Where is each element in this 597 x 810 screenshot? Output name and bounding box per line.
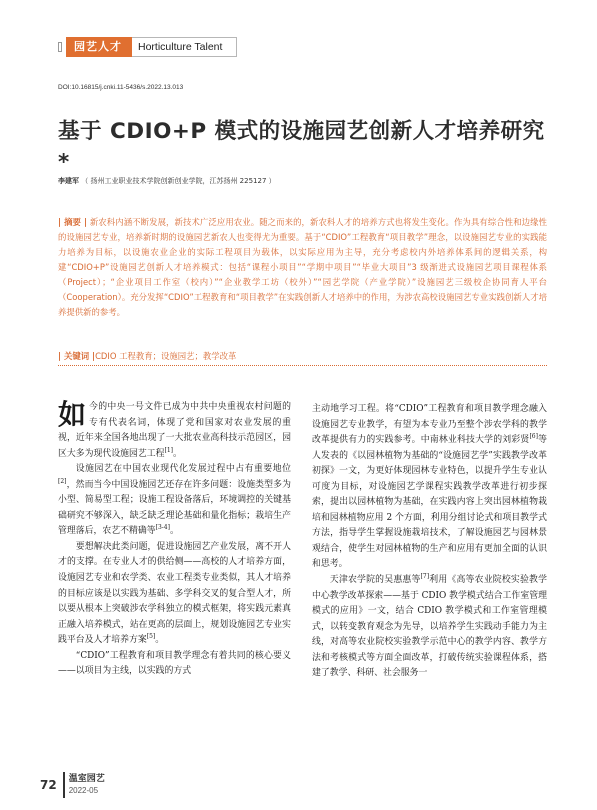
citation[interactable]: [7]	[420, 573, 430, 581]
column-header	[58, 37, 237, 57]
keywords-text: CDIO 工程教育；设施园艺；教学改革	[95, 351, 237, 361]
author-name: 李建军	[58, 177, 79, 185]
abstract	[58, 215, 547, 320]
paragraph: 如今的中央一号文件已成为中共中央重视农村问题的专有代表名词，体现了党和国家对农业发展的重视，近年来全国各地出现了一大批农业高科技示范园区，园区大多为现代设施园艺工程[1]。	[58, 398, 291, 459]
page-number: 72	[40, 778, 57, 792]
paragraph: 天津农学院的吴惠惠等[7]利用《高等农业院校实验教学中心教学改革探索——基于 CDIO 教学模式结合工作室管理模式的应用》一文，结合 CDIO 教学模式和工作室管理模式，以转变教育观念为先导，以培养学生实践动手能力为主线，对高等农业院校实验教学示范中心的教学内容、教学方法和考核模式等方面全面改革，打破传统实验课程体系，搭建了教学、科研、社会服务一	[312, 573, 548, 679]
footer-divider	[63, 772, 65, 798]
paragraph: 主动地学习工程。将“CDIO”工程教育和项目教学理念融入设施园艺专业教学，有望为本专业乃至整个涉农学科的教学改革提供有力的实践参考。中南林业科技大学的刘彩贤[6]等人发表的《以园林植物为基础的“设施园艺学”实践教学改革初探》一文，为更好体现园林专业特色，以提升学生专业认可度为目标，对设施园艺学课程实践教学改革进行初步探索，提出以园林植物为基础，在实践内容上突出园林植物栽培和园林植物应用 2 个方面，利用分组讨论式和项目教学式方法，指导学生掌握设施栽培技术，了解设施园艺与园林景观结合，使学生对园林植物的生产和应用有更加全面的认识和思考。	[312, 404, 547, 570]
author-line	[58, 176, 276, 186]
citation[interactable]: [5]	[146, 633, 156, 641]
column-tag: 园艺人才	[66, 37, 132, 57]
citation[interactable]: [1]	[164, 446, 173, 454]
citation[interactable]: [6]	[529, 433, 538, 441]
abstract-label: | 摘要 |	[58, 217, 88, 227]
doi: DOI:10.16815/j.cnki.11-5436/s.2022.13.013	[58, 84, 184, 91]
column-marker-icon	[58, 42, 62, 52]
keywords	[58, 350, 547, 366]
author-affiliation: （ 扬州工业职业技术学院创新创业学院，江苏扬州 225127 ）	[81, 177, 276, 185]
page-footer	[40, 768, 105, 802]
citation[interactable]: [3-4]	[155, 524, 170, 532]
abstract-text: 新农科内涵不断发展，新技术广泛应用农业。随之而来的，新农科人才的培养方式也将发生变化。作为具有综合性和边缘性的设施园艺专业，培养新时期的设施园艺新农人也变得尤为重要。基于“CDIO”工程教育“项目教学”理念，以设施园艺专业的实践能力培养为目标，以设施农业企业的实际工程项目为载体，以实际应用为主导，充分考虑校内外培养体系间的逻辑关系，构建“CDIO+P”设施园艺创新人才培养模式：包括“课程小项目”“学期中项目”“毕业大项目”3 级渐进式设施园艺项目课程体系（Project）；“企业项目工作室（校内）”“企业教学工坊（校外）”“园艺学院（产业学院）”设施园艺三级校企协同育人平台（Cooperation）。充分发挥“CDIO”工程教育和“项目教学”在实践创新人才培养中的作用，为涉农高校设施园艺专业实践创新人才培养提供新的参考。	[58, 217, 548, 317]
paragraph: 要想解决此类问题，促进设施园艺产业发展，离不开人才的支撑。在专业人才的供给侧——高校的人才培养方面，设施园艺专业和农学类、农业工程类专业类似，其人才培养的目标应该是以实践为基础、多学科交叉的复合型人才，所以要从根本上突破涉农学科独立的模式框架，将实践元素真正融入培养模式，站在更高的层面上，规划设施园艺专业实践平台及人才培养方案[5]。	[58, 541, 291, 646]
body-column-left	[58, 400, 291, 680]
journal-info	[69, 774, 105, 796]
drop-cap: 如	[58, 398, 87, 431]
journal-name: 温室园艺	[68, 774, 105, 784]
body-column-right	[312, 402, 547, 682]
journal-issue: 2022-05	[68, 786, 99, 795]
paragraph: “CDIO”工程教育和项目教学理念有着共同的核心要义——以项目为主线，以实践的方式	[58, 650, 291, 677]
column-english: Horticulture Talent	[132, 37, 237, 57]
paragraph: 设施园艺在中国农业现代化发展过程中占有重要地位[2]，然而当今中国设施园艺还存在许多问题：设施类型多为小型、简易型工程；设施工程设备落后，环境调控的关键基础研究不够深入，缺乏缺乏理论基础和量化指标；栽培生产管理落后，农艺不精确等[3-4]。	[58, 464, 291, 537]
keywords-label: | 关键词 |	[58, 351, 96, 361]
article-title: 基于 CDIO+P 模式的设施园艺创新人才培养研究 *	[58, 119, 545, 175]
citation[interactable]: [2]	[58, 477, 67, 485]
